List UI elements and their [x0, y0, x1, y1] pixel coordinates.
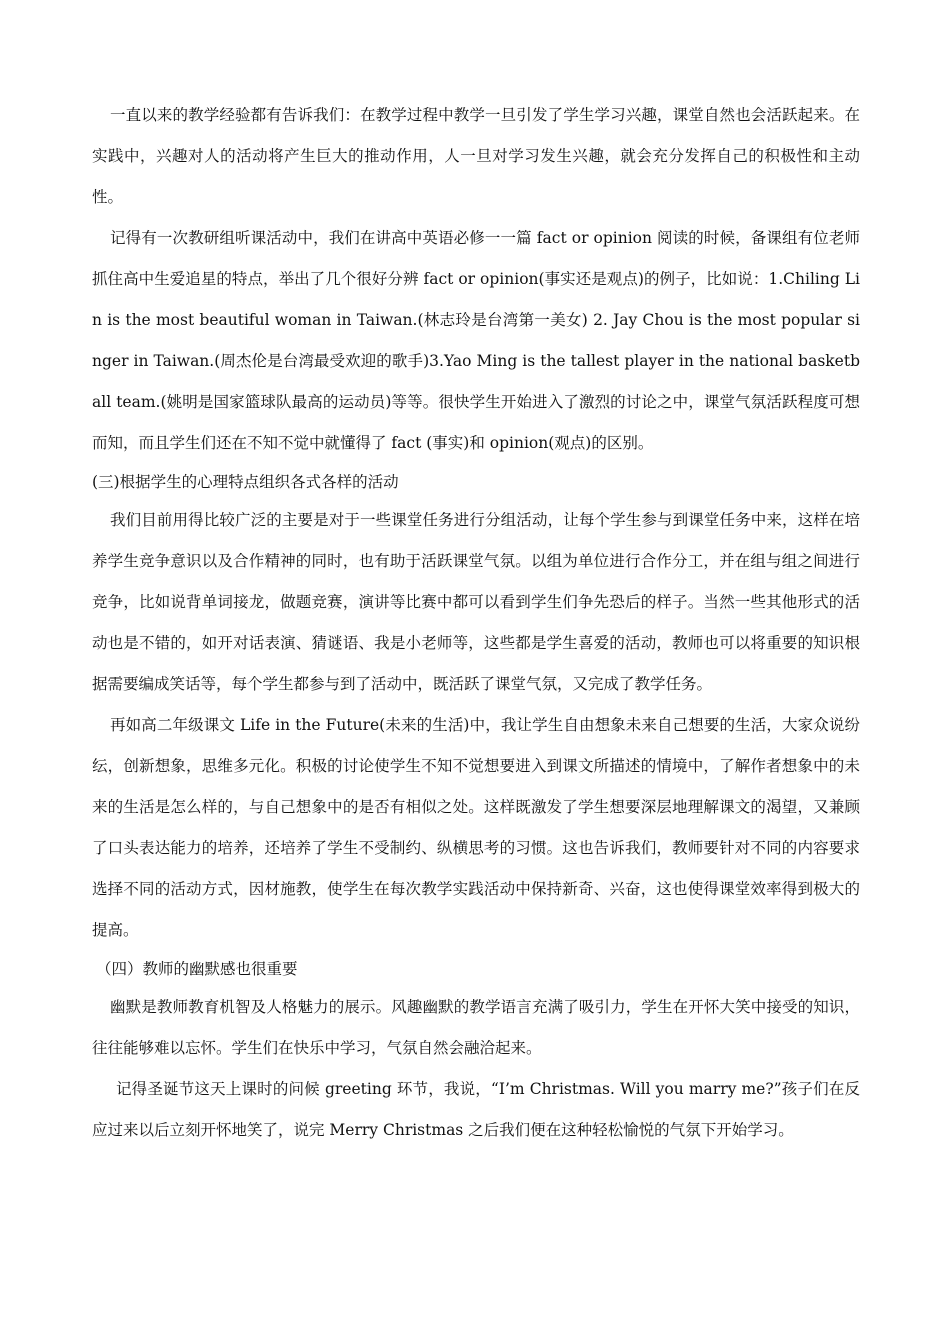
document-page	[92, 95, 860, 1151]
paragraph-group-activities: 我们目前用得比较广泛的主要是对于一些课堂任务进行分组活动，让每个学生参与到课堂任务中来，这样在培养学生竞争意识以及合作精神的同时，也有助于活跃课堂气氛。以组为单位进行合作分工，并在组与组之间进行竞争，比如说背单词接龙，做题竞赛，演讲等比赛中都可以看到学生们争先恐后的样子。当然一些其他形式的活动也是不错的，如开对话表演、猜谜语、我是小老师等，这些都是学生喜爱的活动，教师也可以将重要的知识根据需要编成笑话等，每个学生都参与到了活动中，既活跃了课堂气氛，又完成了教学任务。	[92, 511, 860, 693]
section-heading-humor: （四）教师的幽默感也很重要	[96, 960, 298, 978]
paragraph-interest-intro: 一直以来的教学经验都有告诉我们：在教学过程中教学一旦引发了学生学习兴趣，课堂自然也会活跃起来。在实践中，兴趣对人的活动将产生巨大的推动作用，人一旦对学习发生兴趣，就会充分发挥自己的积极性和主动性。	[92, 106, 860, 206]
paragraph-christmas-greeting: 记得圣诞节这天上课时的问候 greeting 环节，我说，“I’m Christmas. Will you marry me?”孩子们在反应过来以后立刻开怀地笑了，说完 Merry Christmas 之后我们便在这种轻松愉悦的气氛下开始学习。	[92, 1080, 860, 1139]
section-heading-activities: (三)根据学生的心理特点组织各式各样的活动	[92, 473, 399, 491]
paragraph-fact-opinion-example: 记得有一次教研组听课活动中，我们在讲高中英语必修一一篇 fact or opinion 阅读的时候，备课组有位老师抓住高中生爱追星的特点，举出了几个很好分辨 fact or opinion(事实还是观点)的例子，比如说：1.Chiling Lin is the most beautiful woman in Taiwan.(林志玲是台湾第一美女) 2. Jay Chou is the most popular singer in Taiwan.(周杰伦是台湾最受欢迎的歌手)3.Yao Ming is the tallest player in the national basketball team.(姚明是国家篮球队最高的运动员)等等。很快学生开始进入了激烈的讨论之中，课堂气氛活跃程度可想而知，而且学生们还在不知不觉中就懂得了 fact (事实)和 opinion(观点)的区别。	[92, 229, 860, 452]
paragraph-life-in-future: 再如高二年级课文 Life in the Future(未来的生活)中，我让学生自由想象未来自己想要的生活，大家众说纷纭，创新想象，思维多元化。积极的讨论使学生不知不觉想要进入到课文所描述的情境中，了解作者想象中的未来的生活是怎么样的，与自己想象中的是否有相似之处。这样既激发了学生想要深层地理解课文的渴望，又兼顾了口头表达能力的培养，还培养了学生不受制约、纵横思考的习惯。这也告诉我们，教师要针对不同的内容要求选择不同的活动方式，因材施教，使学生在每次教学实践活动中保持新奇、兴奋，这也使得课堂效率得到极大的提高。	[92, 716, 860, 939]
paragraph-humor-intro: 幽默是教师教育机智及人格魅力的展示。风趣幽默的教学语言充满了吸引力，学生在开怀大笑中接受的知识，往往能够难以忘怀。学生们在快乐中学习，气氛自然会融洽起来。	[92, 998, 860, 1057]
